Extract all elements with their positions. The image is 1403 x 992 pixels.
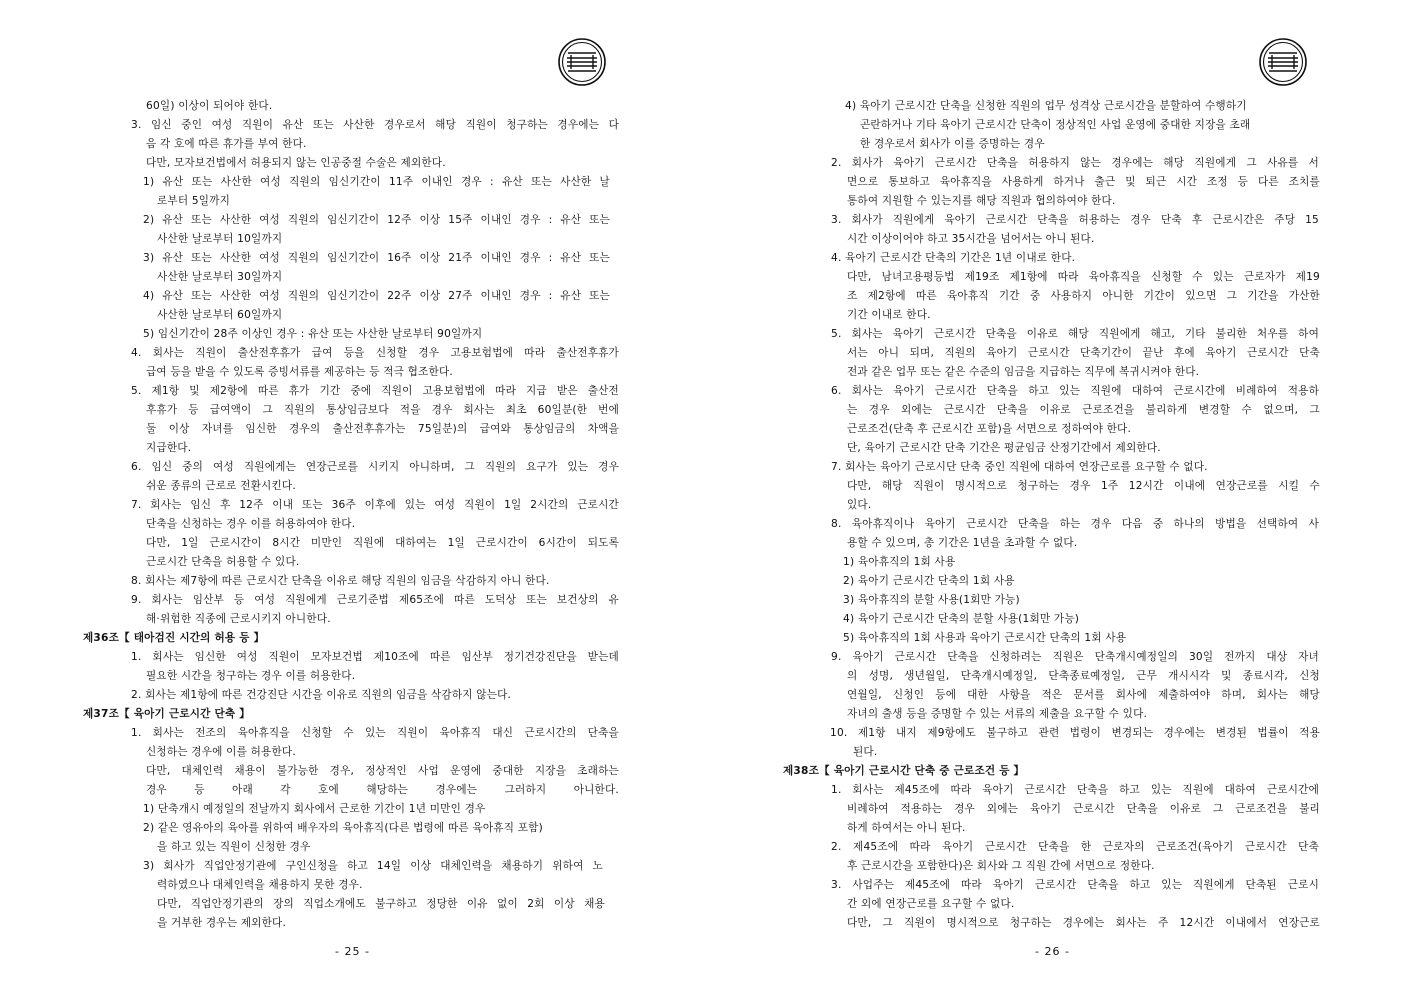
text-line: 시간 이상이어야 하고 35시간을 넘어서는 아니 된다. [847,233,1095,245]
text-line: 1. 회사는 임신한 여성 직원이 모자보건법 제10조에 따른 임산부 정기건강진단을 받는데 [131,651,619,663]
text-line: 다만, 직업안정기관의 장의 직업소개에도 불구하고 정당한 이유 없이 2회 이상 채용 [157,898,605,910]
text-line: 2. 제45조에 따라 육아기 근로시간 단축을 한 근로자의 근로조건(육아기 근로시간 단축 [831,841,1319,853]
text-line: 4. 회사는 직원이 출산전후휴가 급여 등을 신청할 경우 고용보험법에 따라 출산전후휴가 [131,347,619,359]
text-line: 된다. [853,746,878,758]
text-line: 단, 육아기 근로시간 단축 기간은 평균임금 산정기간에서 제외한다. [847,442,1161,454]
text-line: 쉬운 종류의 근로로 전환시킨다. [146,480,296,492]
text-line: 60일) 이상이 되어야 한다. [146,100,273,112]
text-line: 후휴가 등 급여액이 그 직원의 통상임금보다 적을 경우 회사는 최초 60일분(한 번에 [146,404,619,416]
page-number: - 25 - [335,945,370,958]
text-line: 음 각 호에 따른 휴가를 부여 한다. [146,138,307,150]
text-line: 8. 육아휴직이나 육아기 근로시간 단축을 하는 경우 다음 중 하나의 방법을 선택하여 사 [831,518,1319,530]
text-line: 3. 임신 중인 여성 직원이 유산 또는 사산한 경우로서 해당 직원이 청구하는 경우에는 다 [131,119,619,131]
text-line: 사산한 날로부터 30일까지 [157,271,283,283]
text-line: 기간 이내로 한다. [847,309,931,321]
text-line: 2) 같은 영유아의 육아를 위하여 배우자의 육아휴직(다른 법령에 따른 육아휴직 포함) [143,822,543,834]
text-line: 4) 유산 또는 사산한 여성 직원의 임신기간이 22주 이상 27주 이내인 경우 : 유산 또는 [143,290,610,302]
text-line: 다만, 모자보건법에서 허용되지 않는 인공중절 수술은 제외한다. [146,157,446,169]
text-line: 7. 회사는 육아기 근로시단 단축 중인 직원에 대하여 연장근로를 요구할 수 없다. [831,461,1208,473]
text-line: 경우 등 아래 각 호에 해당하는 경우에는 그러하지 아니한다. [146,784,619,796]
text-line: 9. 육아기 근로시간 단축을 신청하려는 직원은 단축개시예정일의 30일 전까지 대상 자녀 [831,651,1319,663]
text-line: 통하여 지원할 수 있는지를 해당 직원과 협의하여야 한다. [847,195,1116,207]
text-line: 5. 회사는 육아기 근로시간 단축을 이유로 해당 직원에게 해고, 기타 불리한 처우를 하여 [831,328,1319,340]
text-line: 면으로 통보하고 육아휴직을 사용하게 하거나 출근 및 퇴근 시간 조정 등 다른 조치를 [847,176,1320,188]
text-line: 다만, 남녀고용평등법 제19조 제1항에 따라 육아휴직을 신청할 수 있는 근로자가 제19 [847,271,1320,283]
text-line: 7. 회사는 임신 후 12주 이내 또는 36주 이후에 있는 여성 직원이 1일 2시간의 근로시간 [131,499,619,511]
text-line: 2. 회사가 육아기 근로시간 단축을 허용하지 않는 경우에는 해당 직원에게 그 사유를 서 [831,157,1319,169]
text-line: 5. 제1항 및 제2항에 따른 휴가 기간 중에 직원이 고용보험법에 따라 지급 받은 출산전 [131,385,619,397]
text-line: 6. 임신 중의 여성 직원에게는 연장근로를 시키지 아니하며, 그 직원의 요구가 있는 경우 [131,461,619,473]
text-line: 3) 회사가 직업안정기관에 구인신청을 하고 14일 이상 대체인력을 채용하기 위하여 노 [143,860,603,872]
text-line: 1. 회사는 제45조에 따라 육아기 근로시간 단축을 하고 있는 직원에 대하여 근로시간에 [831,784,1319,796]
text-line: 3) 육아휴직의 분할 사용(1회만 가능) [843,594,1020,606]
text-line: 1) 단축개시 예정일의 전날까지 회사에서 근로한 기간이 1년 미만인 경우 [143,803,486,815]
company-logo-icon [557,37,607,87]
page-25 [0,0,701,992]
text-line: 간 외에 연장근로를 요구할 수 없다. [847,898,1015,910]
text-line: 둘 이상 자녀를 임신한 경우의 출산전후휴가는 75일분)의 급여와 통상임금의 차액을 [146,423,619,435]
text-line: 2) 유산 또는 사산한 여성 직원의 임신기간이 12주 이상 15주 이내인 경우 : 유산 또는 [143,214,610,226]
text-line: 4) 육아기 근로시간 단축의 분할 사용(1회만 가능) [843,613,1080,625]
text-line: 사산한 날로부터 10일까지 [157,233,283,245]
text-line: 하게 하여서는 아니 된다. [847,822,966,834]
page-26 [701,0,1403,992]
text-line: 있다. [847,499,872,511]
text-line: 1) 육아휴직의 1회 사용 [843,556,956,568]
text-line: 지급한다. [146,442,192,454]
text-line: 용할 수 있으며, 총 기간은 1년을 초과할 수 없다. [847,537,1078,549]
text-line: 다만, 그 직원이 명시적으로 청구하는 경우에는 회사는 주 12시간 이내에서 연장근로 [847,917,1320,929]
text-line: 신청하는 경우에 이를 허용한다. [146,746,296,758]
text-line: 3. 사업주는 제45조에 따라 육아기 근로시간 단축을 하고 있는 직원에게 단축된 근로시 [831,879,1319,891]
text-line: 을 거부한 경우는 제외한다. [157,917,287,929]
text-line: 2) 육아기 근로시간 단축의 1회 사용 [843,575,1015,587]
article-heading: 제37조【 육아기 근로시간 단축 】 [83,708,251,720]
text-line: 력하였으나 대체인력을 채용하지 못한 경우. [157,879,363,891]
text-line: 비례하여 적용하는 경우 외에는 육아기 근로시간 단축을 이유로 그 근로조건을 불리 [847,803,1320,815]
text-line: 근로시간 단축을 허용할 수 있다. [146,556,300,568]
text-line: 사산한 날로부터 60일까지 [157,309,283,321]
text-line: 후 근로시간을 포함한다)은 회사와 그 직원 간에 서면으로 정한다. [847,860,1155,872]
text-line: 연월일, 신청인 등에 대한 사항을 적은 문서를 회사에 제출하여야 하며, 회사는 해당 [847,689,1320,701]
text-line: 8. 회사는 제7항에 따른 근로시간 단축을 이유로 해당 직원의 임금을 삭감하지 아니 한다. [131,575,550,587]
text-line: 서는 아니 되며, 직원의 육아기 근로시간 단축기간이 끝난 후에 육아기 근로시간 단축 [847,347,1320,359]
text-line: 조 제2항에 따른 육아휴직 기간 중 사용하지 아니한 기간이 있으면 그 기간을 가산한 [847,290,1320,302]
text-line: 단축을 신청하는 경우 이를 허용하여야 한다. [146,518,356,530]
text-line: 자녀의 출생 등을 증명할 수 있는 서류의 제출을 요구할 수 있다. [847,708,1148,720]
text-line: 전과 같은 업무 또는 같은 수준의 임금을 지급하는 직무에 복귀시켜야 한다. [847,366,1200,378]
text-line: 로부터 5일까지 [157,195,231,207]
text-line: 3) 유산 또는 사산한 여성 직원의 임신기간이 16주 이상 21주 이내인 경우 : 유산 또는 [143,252,610,264]
page-number: - 26 - [1035,945,1070,958]
text-line: 5) 육아휴직의 1회 사용과 육아기 근로시간 단축의 1회 사용 [843,632,1127,644]
article-heading: 제38조【 육아기 근로시간 단축 중 근로조건 등 】 [783,765,1025,777]
text-line: 4) 육아기 근로시간 단축을 신청한 직원의 업무 성격상 근로시간을 분할하여 수행하기 [845,100,1247,112]
text-line: 근로조건(단축 후 근로시간 포함)을 서면으로 정하여야 한다. [847,423,1132,435]
text-line: 2. 회사는 제1항에 따른 건강진단 시간을 이유로 직원의 임금을 삭감하지 않는다. [131,689,512,701]
text-line: 곤란하거나 기타 육아기 근로시간 단축이 정상적인 사업 운영에 중대한 지장을 초래 [860,119,1251,131]
text-line: 다만, 1일 근로시간이 8시간 미만인 직원에 대하여는 1일 근로시간이 6시간이 되도록 [146,537,619,549]
text-line: 3. 회사가 직원에게 육아기 근로시간 단축을 허용하는 경우 단축 후 근로시간은 주당 15 [831,214,1319,226]
article-heading: 제36조【 태아검진 시간의 허용 등 】 [83,632,265,644]
text-line: 10. 제1항 내지 제9항에도 불구하고 관련 법령이 변경되는 경우에는 변경된 법률이 적용 [830,727,1320,739]
text-line: 1. 회사는 전조의 육아휴직을 신청할 수 있는 직원이 육아휴직 대신 근로시간의 단축을 [131,727,619,739]
text-line: 을 하고 있는 직원이 신청한 경우 [157,841,311,853]
text-line: 해·위험한 직종에 근로시키지 아니한다. [146,613,331,625]
text-line: 4. 육아기 근로시간 단축의 기간은 1년 이내로 한다. [831,252,1076,264]
text-line: 다만, 해당 직원이 명시적으로 청구하는 경우 1주 12시간 이내에 연장근로를 시킬 수 [847,480,1320,492]
text-line: 1) 유산 또는 사산한 여성 직원의 임신기간이 11주 이내인 경우 : 유산 또는 사산한 날 [143,176,610,188]
text-line: 급여 등을 받을 수 있도록 증빙서류를 제공하는 등 적극 협조한다. [146,366,453,378]
text-line: 필요한 시간을 청구하는 경우 이를 허용한다. [146,670,356,682]
text-line: 의 성명, 생년월일, 단축개시예정일, 단축종료예정일, 근무 개시시각 및 종료시각, 신청 [847,670,1320,682]
text-line: 9. 회사는 임산부 등 여성 직원에게 근로기준법 제65조에 따른 도덕상 또는 보건상의 유 [131,594,619,606]
text-line: 한 경우로서 회사가 이를 증명하는 경우 [860,138,1045,150]
text-line: 6. 회사는 육아기 근로시간 단축을 하고 있는 직원에 대하여 근로시간에 비례하여 적용하 [831,385,1319,397]
text-line: 다만, 대체인력 채용이 불가능한 경우, 정상적인 사업 운영에 중대한 지장을 초래하는 [146,765,619,777]
text-line: 는 경우 외에는 근로시간 단축을 이유로 근로조건을 불리하게 변경할 수 없으며, 그 [847,404,1320,416]
text-line: 5) 임신기간이 28주 이상인 경우 : 유산 또는 사산한 날로부터 90일까지 [143,328,483,340]
company-logo-icon [1258,37,1308,87]
